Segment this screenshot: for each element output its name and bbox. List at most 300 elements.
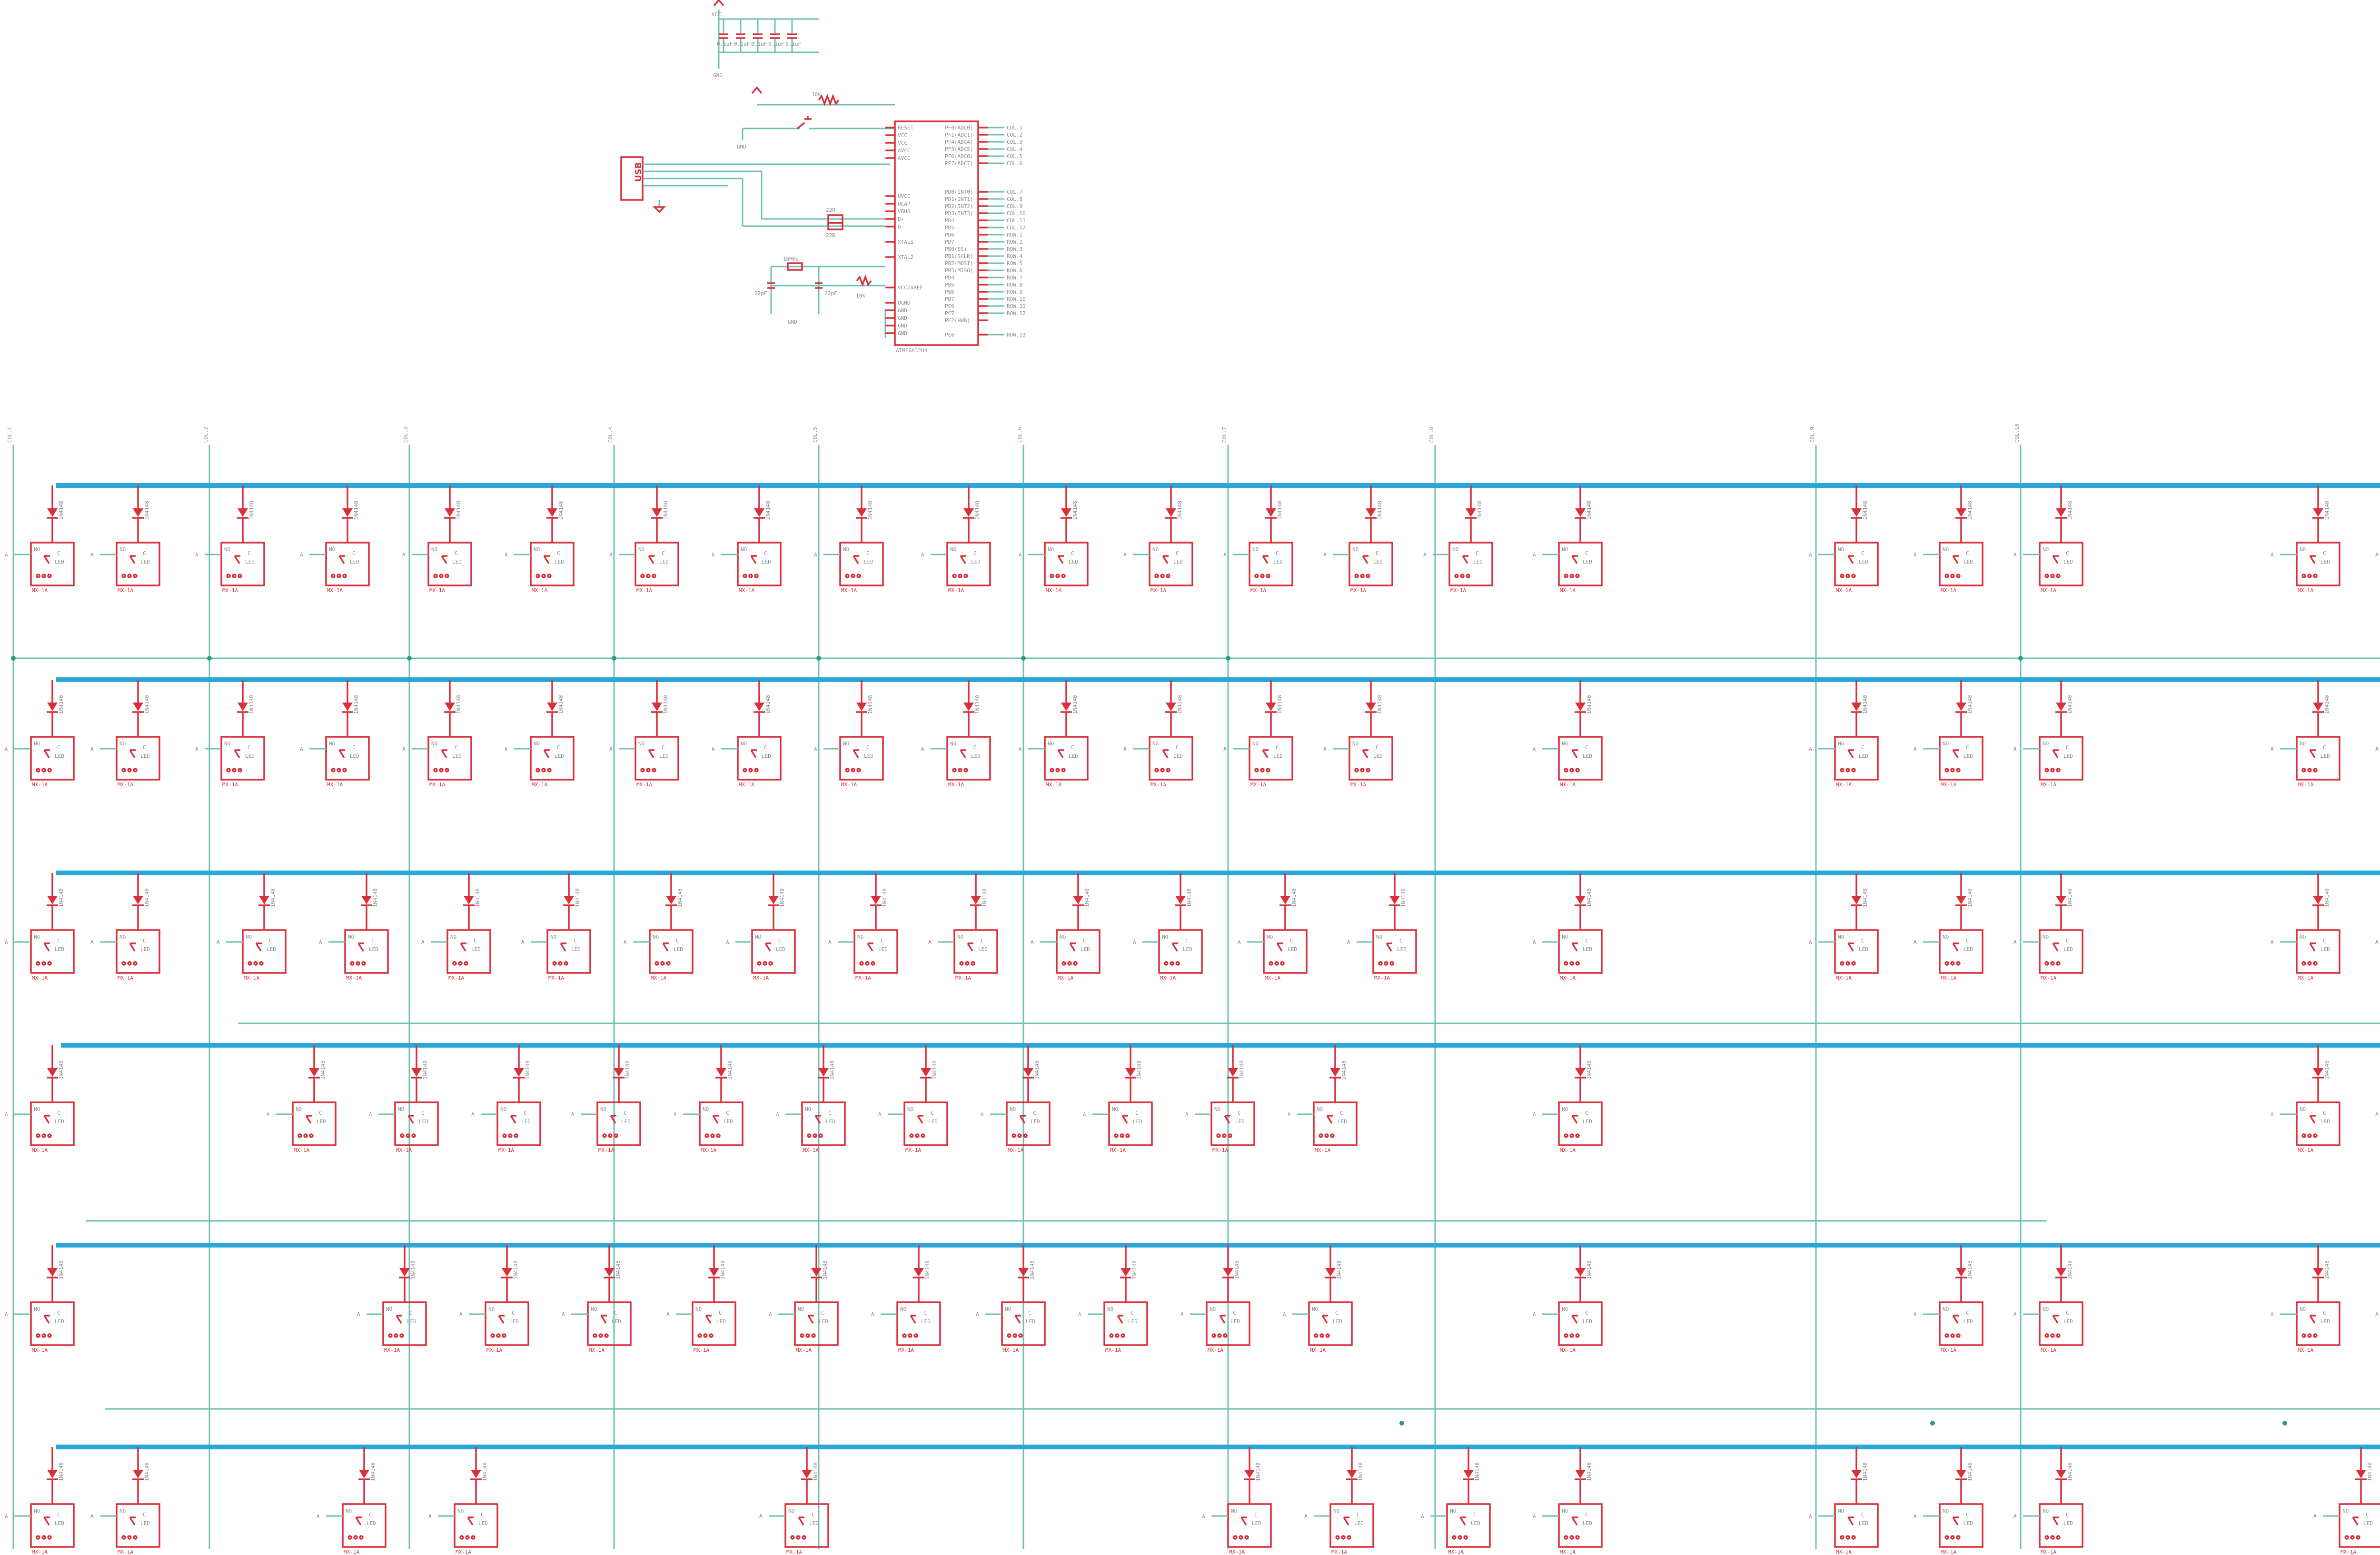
switch-led-label: LED xyxy=(1288,946,1297,952)
switch-pin-label: NO xyxy=(1562,1508,1568,1514)
diode-symbol xyxy=(1228,1068,1238,1077)
diode-symbol xyxy=(1121,1268,1131,1277)
switch-pad xyxy=(497,1334,500,1337)
switch-out-label: A xyxy=(1031,939,1034,945)
switch-contact xyxy=(235,556,240,564)
mcu-pin-label-right: PB4 xyxy=(945,275,954,281)
switch-pad xyxy=(1951,1334,1954,1337)
switch-pin-label: NO xyxy=(1005,1306,1012,1312)
switch-contact xyxy=(808,1316,814,1323)
switch-pin-label: C xyxy=(1276,550,1279,556)
switch-pad xyxy=(37,574,40,577)
switch-out-label: A xyxy=(90,1513,94,1519)
switch-out-label: A xyxy=(624,939,627,945)
diode-symbol xyxy=(259,896,269,904)
switch-pin-label: C xyxy=(2066,938,2069,944)
switch-out-label: A xyxy=(1533,1111,1536,1118)
switch-pad xyxy=(1576,769,1579,772)
switch-pin-label: C xyxy=(1476,550,1479,556)
switch-name-label: MX-1A xyxy=(2298,1147,2314,1153)
gnd-label-xtal: GND xyxy=(788,319,797,325)
key-switch xyxy=(1533,485,1602,594)
diode-symbol xyxy=(464,896,474,904)
switch-pad xyxy=(704,1334,707,1337)
switch-contact xyxy=(561,943,566,951)
diode-symbol xyxy=(47,896,58,904)
column-label: COL.2 xyxy=(203,426,209,443)
switch-out-label: A xyxy=(1223,746,1227,752)
switch-name-label: MX-1A xyxy=(796,1347,812,1353)
diode-symbol xyxy=(133,508,143,517)
switch-led-label: LED xyxy=(1273,753,1283,759)
key-switch xyxy=(90,1447,159,1555)
diode-symbol xyxy=(2056,703,2066,711)
diode-label: 1N4148 xyxy=(663,695,669,714)
switch-contact xyxy=(1848,750,1854,758)
diode-symbol xyxy=(502,1268,512,1277)
diode-symbol xyxy=(359,1470,369,1478)
diode-label: 1N4148 xyxy=(1377,695,1383,714)
switch-name-label: MX-1A xyxy=(1008,1147,1024,1153)
switch-name-label: MX-1A xyxy=(548,975,565,981)
switch-pad xyxy=(128,769,131,772)
switch-contact xyxy=(961,750,966,758)
switch-pad xyxy=(233,769,236,772)
switch-pin-label: NO xyxy=(1252,741,1259,747)
diode-symbol xyxy=(2313,508,2323,517)
mcu-net-label: ROW.4 xyxy=(1007,253,1023,259)
diode-label: 1N4148 xyxy=(1255,1462,1261,1481)
mcu-pin-label-right: PF0(ADC0) xyxy=(945,125,973,131)
switch-pin-label: NO xyxy=(34,934,40,940)
switch-out-label: A xyxy=(1019,552,1022,558)
mcu-net-label: ROW.13 xyxy=(1007,332,1026,338)
diode-label: 1N4148 xyxy=(1967,695,1973,714)
switch-pad xyxy=(1464,1536,1467,1539)
switch-pad xyxy=(1315,1334,1318,1337)
switch-pin-label: C xyxy=(371,938,375,944)
switch-name-label: MX-1A xyxy=(244,975,260,981)
switch-contact xyxy=(1572,750,1578,758)
key-switch xyxy=(976,1245,1045,1353)
switch-out-label: A xyxy=(90,746,94,752)
switch-pin-label: NO xyxy=(348,934,355,940)
switch-pad xyxy=(343,769,346,772)
switch-pin-label: C xyxy=(1966,550,1969,556)
diode-label: 1N4148 xyxy=(1084,888,1090,907)
switch-led-label: LED xyxy=(1230,1318,1240,1325)
mcu-pin-label-right: PF7(ADC7) xyxy=(945,160,973,167)
switch-pad xyxy=(1325,1134,1328,1137)
switch-out-label: A xyxy=(1180,1311,1184,1317)
diode-label: 1N4148 xyxy=(982,888,988,907)
switch-contact xyxy=(706,1316,712,1323)
key-switch xyxy=(1914,680,1983,788)
diode-symbol xyxy=(754,703,764,711)
key-switch xyxy=(1083,1045,1152,1153)
switch-out-label: A xyxy=(2271,552,2274,558)
mcu-pin-label-left: RESET xyxy=(898,125,914,131)
switch-pin-label: C xyxy=(369,1512,372,1518)
xtal-cap-1-label: 22pF xyxy=(754,290,767,297)
switch-out-label: A xyxy=(195,552,198,558)
switch-pin-label: C xyxy=(828,1110,832,1116)
diode-label: 1N4148 xyxy=(2324,501,2330,520)
switch-name-label: MX-1A xyxy=(118,975,134,981)
switch-pad xyxy=(1161,574,1164,577)
xtal-cap-2-label: 22pF xyxy=(824,290,837,297)
switch-pad xyxy=(1852,574,1855,577)
switch-pad xyxy=(1051,574,1053,577)
switch-out-label: A xyxy=(1288,1111,1291,1118)
switch-led-label: LED xyxy=(2363,1520,2373,1526)
switch-pad xyxy=(1051,769,1053,772)
switch-pad xyxy=(959,574,962,577)
switch-contact xyxy=(1363,750,1368,758)
switch-contact xyxy=(649,750,654,758)
switch-led-label: LED xyxy=(1183,946,1192,952)
key-switch xyxy=(1914,1447,1983,1555)
diode-label: 1N4148 xyxy=(1234,1260,1240,1279)
switch-pad xyxy=(1576,1134,1579,1137)
switch-out-label: A xyxy=(981,1111,984,1118)
switch-pin-label: NO xyxy=(1112,1106,1119,1112)
switch-name-label: MX-1A xyxy=(1560,1549,1576,1555)
diode-symbol xyxy=(818,1068,829,1077)
switch-pad xyxy=(2057,1334,2060,1337)
key-switch xyxy=(1533,873,1602,981)
switch-name-label: MX-1A xyxy=(651,975,667,981)
switch-led-label: LED xyxy=(864,559,873,565)
diode-symbol xyxy=(1575,703,1586,711)
switch-pad xyxy=(128,1536,131,1539)
switch-name-label: MX-1A xyxy=(327,782,343,788)
switch-pin-label: NO xyxy=(1352,546,1359,553)
switch-pin-label: C xyxy=(1473,1512,1477,1518)
switch-pin-label: NO xyxy=(653,934,659,940)
switch-pad xyxy=(2057,962,2060,965)
switch-pad xyxy=(1013,1334,1016,1337)
switch-out-label: A xyxy=(471,1111,475,1118)
switch-pin-label: NO xyxy=(703,1106,709,1112)
switch-name-label: MX-1A xyxy=(1941,975,1957,981)
switch-pin-label: C xyxy=(764,550,767,556)
mcu-pin-label-right: PD2(INT2) xyxy=(945,203,973,209)
diode-symbol xyxy=(2313,703,2323,711)
switch-out-label: A xyxy=(1223,552,1227,558)
switch-out-label: A xyxy=(666,1311,670,1317)
switch-pad xyxy=(466,1536,469,1539)
diode-symbol xyxy=(1266,508,1276,517)
switch-pin-label: C xyxy=(866,744,870,751)
diode-symbol xyxy=(1575,1268,1586,1277)
switch-pad xyxy=(2045,962,2048,965)
switch-contact xyxy=(2053,556,2059,564)
switch-contact xyxy=(339,750,345,758)
key-switch xyxy=(981,1045,1050,1153)
switch-out-label: A xyxy=(2375,552,2379,558)
diode-label: 1N4148 xyxy=(822,1260,828,1279)
switch-name-label: MX-1A xyxy=(1450,587,1467,594)
switch-pad xyxy=(42,1536,45,1539)
key-switch xyxy=(814,680,883,788)
cap-value-label: 0.1uF xyxy=(751,41,767,47)
switch-contact xyxy=(356,1517,362,1525)
switch-pad xyxy=(122,769,125,772)
key-switch xyxy=(1185,1045,1254,1153)
diode-symbol xyxy=(716,1068,726,1077)
switch-pad xyxy=(1957,962,1960,965)
switch-pad xyxy=(2051,769,2054,772)
switch-pin-label: C xyxy=(248,550,251,556)
switch-out-label: A xyxy=(1533,939,1536,945)
switch-pin-label: C xyxy=(1276,744,1279,751)
switch-contact xyxy=(1460,1517,1466,1525)
switch-led-label: LED xyxy=(978,946,988,952)
switch-led-label: LED xyxy=(2063,1318,2073,1325)
switch-pad xyxy=(122,1536,125,1539)
switch-pin-label: C xyxy=(409,1310,413,1316)
diode-symbol xyxy=(971,896,981,904)
switch-contact xyxy=(1848,943,1854,951)
key-switch xyxy=(1533,680,1602,788)
switch-pad xyxy=(509,1134,512,1137)
switch-name-label: MX-1A xyxy=(841,587,857,594)
switch-pin-label: NO xyxy=(1060,934,1066,940)
switch-led-label: LED xyxy=(1583,1318,1592,1325)
switch-name-label: MX-1A xyxy=(1448,1549,1464,1555)
switch-pin-label: C xyxy=(1585,1110,1588,1116)
switch-out-label: A xyxy=(1283,1311,1286,1317)
switch-pad xyxy=(472,1536,475,1539)
switch-out-label: A xyxy=(267,1111,270,1118)
switch-pad xyxy=(1461,574,1464,577)
switch-led-label: LED xyxy=(1333,1318,1342,1325)
switch-name-label: MX-1A xyxy=(396,1147,412,1153)
switch-pad xyxy=(298,1134,301,1137)
switch-led-label: LED xyxy=(555,753,564,759)
switch-out-label: A xyxy=(459,1311,463,1317)
switch-contact xyxy=(130,1517,136,1525)
key-switch xyxy=(471,1045,540,1153)
switch-out-label: A xyxy=(1323,552,1327,558)
diode-symbol xyxy=(2056,896,2066,904)
switch-name-label: MX-1A xyxy=(486,1347,503,1353)
switch-pin-label: NO xyxy=(600,1106,607,1112)
switch-out-label: A xyxy=(195,746,198,752)
switch-pin-label: C xyxy=(248,744,251,751)
switch-pin-label: C xyxy=(574,938,577,944)
mcu-pin-label-left: XTAL2 xyxy=(898,254,914,260)
switch-pad xyxy=(2314,574,2317,577)
diode-label: 1N4148 xyxy=(58,695,64,714)
mcu-pin-label-right: PB5 xyxy=(945,282,954,288)
switch-pad xyxy=(744,574,746,577)
switch-pin-label: C xyxy=(931,1110,934,1116)
diode-label: 1N4148 xyxy=(513,1260,519,1279)
switch-pin-label: C xyxy=(1185,938,1189,944)
key-switch xyxy=(1347,873,1416,981)
switch-pin-label: C xyxy=(143,1512,146,1518)
diode-symbol xyxy=(2056,1470,2066,1478)
switch-pad xyxy=(1385,962,1388,965)
diode-symbol xyxy=(238,703,248,711)
switch-out-label: A xyxy=(1533,746,1536,752)
switch-contact xyxy=(1263,556,1269,564)
diode-label: 1N4148 xyxy=(248,501,255,520)
switch-pad xyxy=(2308,1134,2311,1137)
diode-label: 1N4148 xyxy=(144,888,150,907)
key-switch xyxy=(2271,1245,2340,1353)
switch-pin-label: NO xyxy=(1452,546,1459,553)
switch-pad xyxy=(1229,1134,1231,1137)
switch-name-label: MX-1A xyxy=(344,1549,360,1555)
key-switch xyxy=(1423,485,1492,594)
key-switch xyxy=(1914,873,1983,981)
switch-pin-label: NO xyxy=(1562,1306,1568,1312)
switch-contact xyxy=(663,943,669,951)
switch-out-label: A xyxy=(1123,746,1127,752)
switch-out-label: A xyxy=(300,746,303,752)
switch-out-label: A xyxy=(1078,1311,1081,1317)
key-switch xyxy=(1202,1447,1271,1555)
switch-pin-label: NO xyxy=(1048,741,1054,747)
key-switch xyxy=(5,1245,74,1353)
key-switch xyxy=(421,873,490,981)
switch-name-label: MX-1A xyxy=(32,782,48,788)
switch-pad xyxy=(304,1134,307,1137)
key-switch xyxy=(505,485,574,594)
switch-contact xyxy=(44,750,50,758)
switch-pin-label: C xyxy=(57,938,60,944)
switch-pad xyxy=(1565,574,1567,577)
switch-pad xyxy=(661,962,664,965)
diode-label: 1N4148 xyxy=(677,888,683,907)
switch-pad xyxy=(1155,574,1158,577)
switch-pad xyxy=(48,769,51,772)
switch-led-label: LED xyxy=(1859,559,1868,565)
switch-name-label: MX-1A xyxy=(1058,975,1074,981)
switch-pin-label: C xyxy=(1861,1512,1864,1518)
switch-led-label: LED xyxy=(1473,559,1483,565)
switch-pin-label: NO xyxy=(638,741,645,747)
switch-pad xyxy=(440,574,443,577)
switch-out-label: A xyxy=(609,746,613,752)
switch-pad xyxy=(2345,1536,2348,1539)
diode-symbol xyxy=(133,1470,143,1478)
diode-symbol xyxy=(921,1068,931,1077)
switch-contact xyxy=(442,750,447,758)
diode-symbol xyxy=(1244,1470,1255,1478)
diode-symbol xyxy=(547,703,557,711)
diode-symbol xyxy=(913,1268,924,1277)
switch-led-label: LED xyxy=(826,1119,835,1125)
switch-pad xyxy=(1945,574,1948,577)
switch-led-label: LED xyxy=(1583,1520,1592,1526)
switch-pin-label: NO xyxy=(2300,1106,2306,1112)
diode-label: 1N4148 xyxy=(1177,501,1183,520)
switch-pad xyxy=(122,574,125,577)
switch-led-label: LED xyxy=(350,753,359,759)
switch-name-label: MX-1A xyxy=(2041,1549,2057,1555)
switch-pin-label: C xyxy=(57,550,60,556)
switch-pin-label: C xyxy=(662,550,665,556)
switch-pad xyxy=(609,1134,612,1137)
switch-pin-label: NO xyxy=(755,934,762,940)
diode-symbol xyxy=(361,896,372,904)
switch-pad xyxy=(48,1334,51,1337)
switch-name-label: MX-1A xyxy=(589,1347,605,1353)
switch-contact xyxy=(1572,1316,1578,1323)
switch-pad xyxy=(710,1334,713,1337)
mcu-pin-label-right: PC7 xyxy=(945,310,954,317)
diode-symbol xyxy=(445,508,455,517)
switch-pad xyxy=(1458,1536,1461,1539)
switch-pin-label: C xyxy=(143,744,146,751)
switch-pin-label: NO xyxy=(1214,1106,1221,1112)
switch-contact xyxy=(1953,750,1959,758)
switch-pad xyxy=(1379,962,1382,965)
usb-resistor-2-label: 22R xyxy=(826,232,835,238)
key-switch xyxy=(195,680,264,788)
switch-led-label: LED xyxy=(1964,1520,1973,1526)
switch-pin-label: NO xyxy=(534,546,540,553)
switch-contact xyxy=(1848,556,1854,564)
switch-led-label: LED xyxy=(55,1318,64,1325)
switch-pad xyxy=(407,1134,409,1137)
switch-pad xyxy=(536,574,539,577)
key-switch xyxy=(624,873,693,981)
usb-resistor-1-label: 22R xyxy=(826,207,835,213)
switch-pad xyxy=(966,962,969,965)
switch-pad xyxy=(1212,1334,1215,1337)
switch-pad xyxy=(134,1536,137,1539)
mcu-pins xyxy=(885,125,1026,338)
switch-pin-label: C xyxy=(1357,1512,1360,1518)
switch-out-label: A xyxy=(814,552,817,558)
switch-out-label: A xyxy=(609,552,613,558)
switch-pad xyxy=(797,1536,800,1539)
switch-out-label: A xyxy=(976,1311,979,1317)
mcu-pin-label-right: PF5(ADC5) xyxy=(945,146,973,152)
switch-pad xyxy=(1570,1536,1573,1539)
key-switch xyxy=(674,1045,743,1153)
diode-symbol xyxy=(1061,508,1071,517)
mcu-net-label: COL.2 xyxy=(1007,132,1023,138)
mcu-pin-label-left: GND xyxy=(898,323,907,329)
switch-pad xyxy=(655,962,658,965)
switch-pad xyxy=(542,769,545,772)
switch-contact xyxy=(1241,1517,1247,1525)
switch-pad xyxy=(48,574,51,577)
switch-pin-label: NO xyxy=(741,546,747,553)
switch-pin-label: C xyxy=(726,1110,729,1116)
switch-contact xyxy=(2310,943,2316,951)
switch-pad xyxy=(791,1536,794,1539)
mcu-pin-label-left: VCC/AREF xyxy=(898,285,923,291)
switch-name-label: MX-1A xyxy=(1836,975,1852,981)
switch-pin-label: NO xyxy=(1450,1508,1457,1514)
switch-pin-label: C xyxy=(881,938,884,944)
switch-pin-label: NO xyxy=(296,1106,302,1112)
switch-pin-label: C xyxy=(1585,744,1588,751)
switch-pin-label: NO xyxy=(386,1306,393,1312)
switch-pad xyxy=(1565,769,1567,772)
switch-pad xyxy=(910,1134,913,1137)
mcu-pin-label-right: PB6 xyxy=(945,289,954,295)
switch-pin-label: NO xyxy=(1317,1106,1323,1112)
switch-led-label: LED xyxy=(317,1119,326,1125)
